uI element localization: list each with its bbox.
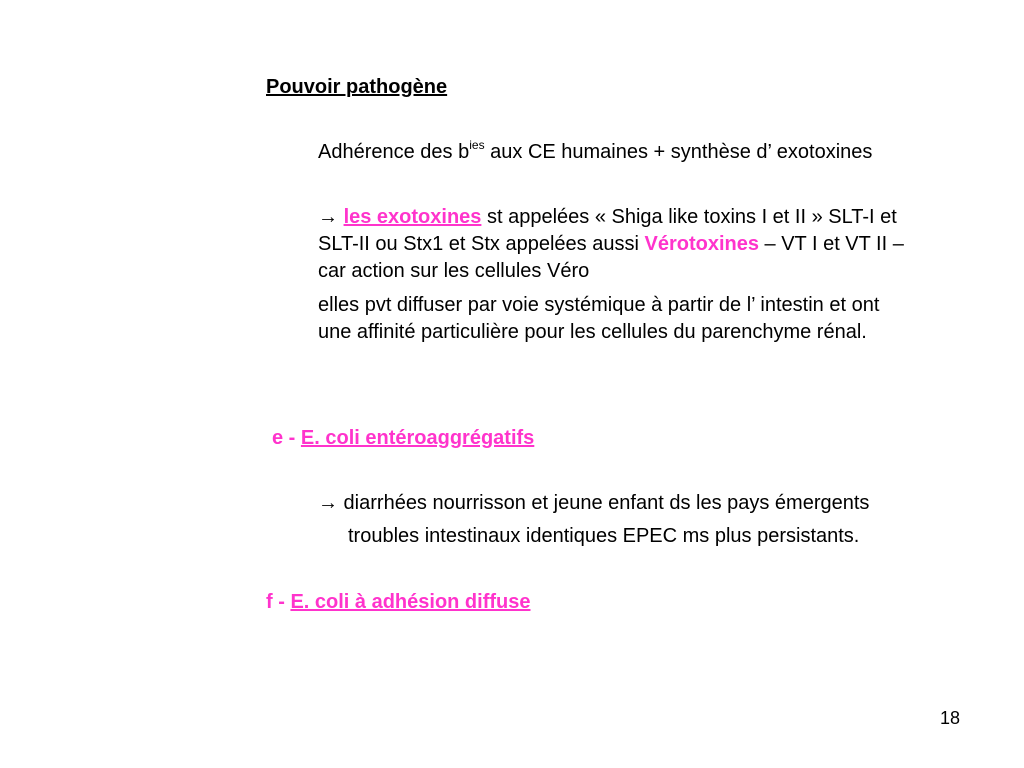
section-f-title: E. coli à adhésion diffuse — [290, 591, 531, 613]
page-number: 18 — [940, 708, 961, 728]
adherence-line — [318, 139, 872, 165]
diffusion-line-2: une affinité particulière pour les cellules du parenchyme rénal. — [318, 321, 867, 343]
section-f-prefix: f - — [266, 591, 291, 613]
slt-text: SLT-II ou Stx1 et Stx appelées aussi — [318, 233, 645, 255]
adherence-superscript: ies — [469, 138, 485, 152]
section-e-title: E. coli entéroaggrégatifs — [300, 427, 535, 449]
diffusion-line-1: elles pvt diffuser par voie systémique à partir de l’ intestin et ont — [318, 294, 880, 316]
adherence-text-part2: aux CE humaines + synthèse d’ exotoxines — [484, 141, 873, 163]
section-e-heading — [272, 425, 534, 451]
section-f-heading — [266, 589, 531, 615]
exotoxines-line-1 — [318, 204, 897, 230]
vt-text: – VT I et VT II – — [758, 233, 904, 255]
section-e-line-1: → diarrhées nourrisson et jeune enfant ds les pays émergents — [318, 492, 870, 514]
section-e-line-2: troubles intestinaux identiques EPEC ms plus persistants. — [348, 525, 860, 547]
adherence-text-part1: Adhérence des b — [318, 141, 470, 163]
verotoxines-term: Vérotoxines — [644, 233, 759, 255]
exotoxines-line-2 — [318, 231, 904, 257]
exotoxines-description: st appelées « Shiga like toxins I et II » SLT-I et — [481, 206, 897, 228]
exotoxines-link: les exotoxines — [343, 206, 482, 228]
exotoxines-line-3: car action sur les cellules Véro — [318, 260, 590, 282]
arrow-glyph: → — [318, 206, 344, 228]
section-e-prefix: e - — [272, 427, 301, 449]
section-title-pouvoir-pathogene: Pouvoir pathogène — [266, 76, 448, 98]
